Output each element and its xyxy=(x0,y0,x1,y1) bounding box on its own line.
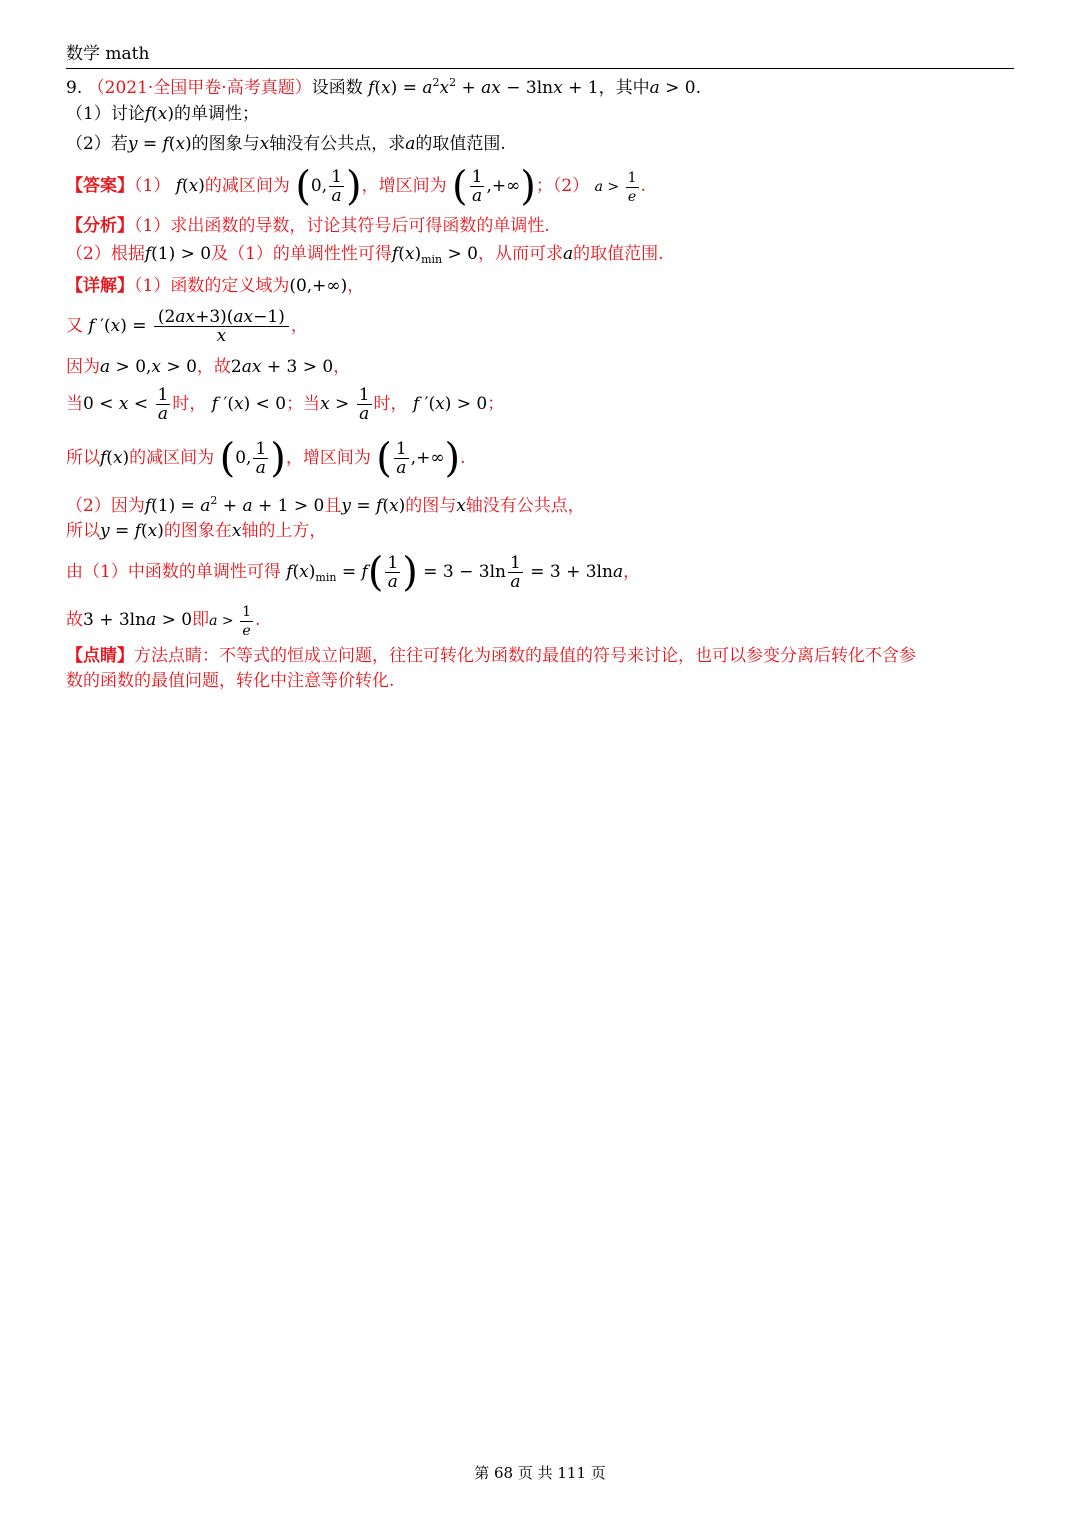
answer-p1: （1） xyxy=(134,176,171,196)
analysis-line1 xyxy=(66,213,550,239)
detail-p2-by: 由（1）中函数的单调性可得 xyxy=(66,562,281,582)
header-title: 数学 math xyxy=(66,44,150,64)
tip-text2: 数的函数的最值问题，转化中注意等价转化. xyxy=(66,671,395,691)
detail-p2-and: 且 xyxy=(324,496,342,516)
analysis-text2c: ，从而可求 xyxy=(478,244,563,264)
problem-source: （2021·全国甲卷·高考真题） xyxy=(87,78,312,98)
analysis-line2: （2）根据f(1) > 0及（1）的单调性性可得$f(x)_{min} > 0$，从而可求a的取值范围. xyxy=(66,244,664,266)
answer-decrease: 的减区间为 xyxy=(204,176,290,196)
problem-stem: 9. （2021·全国甲卷·高考真题）设函数 $f(x) = a^2x^2$ + ax − 3lnx + 1，其中a > 0. xyxy=(66,76,702,98)
tip-text1: 方法点睛：不等式的恒成立问题，往往可转化为函数的最值的符号来讨论，也可以参变分离后转化不含参 xyxy=(134,646,916,666)
analysis-text2b: 及（1）的单调性性可得 xyxy=(211,244,392,264)
answer-sep: ；（2） xyxy=(535,176,590,196)
detail-because: 因为a > 0,x > 0，故2ax + 3 > 0， xyxy=(66,357,351,377)
tip-tag: 【点睛】 xyxy=(66,646,134,666)
analysis-text2a: （2）根据 xyxy=(66,244,145,264)
detail-p2-graph: 的图与 xyxy=(405,496,457,516)
problem-part2: （2）若y = f(x)的图象与x轴没有公共点，求a的取值范围. xyxy=(66,134,506,154)
detail-thus-dec: 的减区间为 xyxy=(129,448,215,468)
part1-tail: 的单调性； xyxy=(174,104,259,124)
detail-tag: 【详解】 xyxy=(66,276,134,296)
detail-when2: ；当 xyxy=(286,394,321,414)
detail-domain: （1）函数的定义域为 xyxy=(134,276,290,296)
detail-conclusion: 所以f(x)的减区间为 (0, $\frac{1}{a}$ )，增区间为 ( $\frac{1}{a}$ ,+∞). xyxy=(66,435,466,482)
detail-p2-line3: 由（1）中函数的单调性可得 $f(x)_{min} = f$( $\frac{1}{a}$ ) = 3 − 3ln $\frac{1}{a}$ = 3 + 3lna， xyxy=(66,549,641,596)
analysis-text2d: 的取值范围. xyxy=(573,244,664,264)
stem-formula: $f(x) = a^2x^2$ + ax − 3lnx + 1 xyxy=(368,76,599,98)
detail-p2-above: 的图象在 xyxy=(163,521,232,541)
stem-text: 设函数 xyxy=(311,78,363,98)
tip-line1 xyxy=(66,643,916,669)
problem-part1: （1）讨论f(x)的单调性； xyxy=(66,104,259,124)
page-header xyxy=(66,42,1014,69)
detail-p2-line1: （2）因为$f(1) = a^2 + a + 1 > 0$且y = f(x)的图与x轴没有公共点， xyxy=(66,494,585,516)
detail-p2-axis: 轴没有公共点， xyxy=(465,496,585,516)
analysis-tag: 【分析】 xyxy=(66,216,134,236)
detail-p2-line4: 故3 + 3lna > 0即a > $\frac{1}{e}$ . xyxy=(66,603,261,639)
stem-condition: ，其中 xyxy=(598,78,650,98)
analysis-text1: （1）求出函数的导数，讨论其符号后可得函数的单调性. xyxy=(134,216,550,236)
detail-thus: 所以 xyxy=(66,448,100,468)
detail-p2-above2: 轴的上方， xyxy=(241,521,327,541)
detail-derivative: 又 f ′(x) = $\frac{(2ax+3)(ax-1)}{x}$ ， xyxy=(66,307,308,346)
problem-number: 9. xyxy=(66,78,83,98)
part2-tail: 的图象与 xyxy=(191,134,260,154)
detail-p2-therefore: 故 xyxy=(66,610,83,630)
detail-when-tail1: 时， xyxy=(172,394,207,414)
part1-label: （1）讨论 xyxy=(66,104,145,124)
answer-increase: ，增区间为 xyxy=(361,176,447,196)
answer-line: 【答案】（1） f(x)的减区间为 (0, $\frac{1}{a}$ )，增区间为 ( $\frac{1}{a}$ ,+∞)；（2） a > $\frac{1}{e}$ . xyxy=(66,163,646,210)
detail-when-tail2: 时， xyxy=(373,394,408,414)
detail-because-label: 因为 xyxy=(66,357,100,377)
detail-line1: 【详解】（1）函数的定义域为(0,+∞)， xyxy=(66,276,365,296)
part2-tail2: 轴没有公共点，求 xyxy=(269,134,406,154)
detail-sign: 当0 < x < $\frac{1}{a}$ 时， f ′(x) < 0；当x > $\frac{1}{a}$ 时， f ′(x) > 0； xyxy=(66,385,505,424)
detail-p2-because: （2）因为 xyxy=(66,496,145,516)
part2-label: （2）若 xyxy=(66,134,128,154)
tip-line2 xyxy=(66,668,394,694)
part2-tail3: 的取值范围. xyxy=(415,134,506,154)
detail-p2-so: 所以 xyxy=(66,521,100,541)
detail-when1: 当 xyxy=(66,394,83,414)
answer-tag: 【答案】 xyxy=(66,176,134,196)
page-footer: 第 68 页 共 111 页 xyxy=(474,1464,606,1482)
detail-p2-line2: 所以y = f(x)的图象在x轴的上方， xyxy=(66,521,327,541)
detail-p2-ie: 即 xyxy=(192,610,210,630)
detail-thus-inc: ，增区间为 xyxy=(285,448,371,468)
detail-so: ，故 xyxy=(196,357,231,377)
detail-again: 又 xyxy=(66,316,83,336)
